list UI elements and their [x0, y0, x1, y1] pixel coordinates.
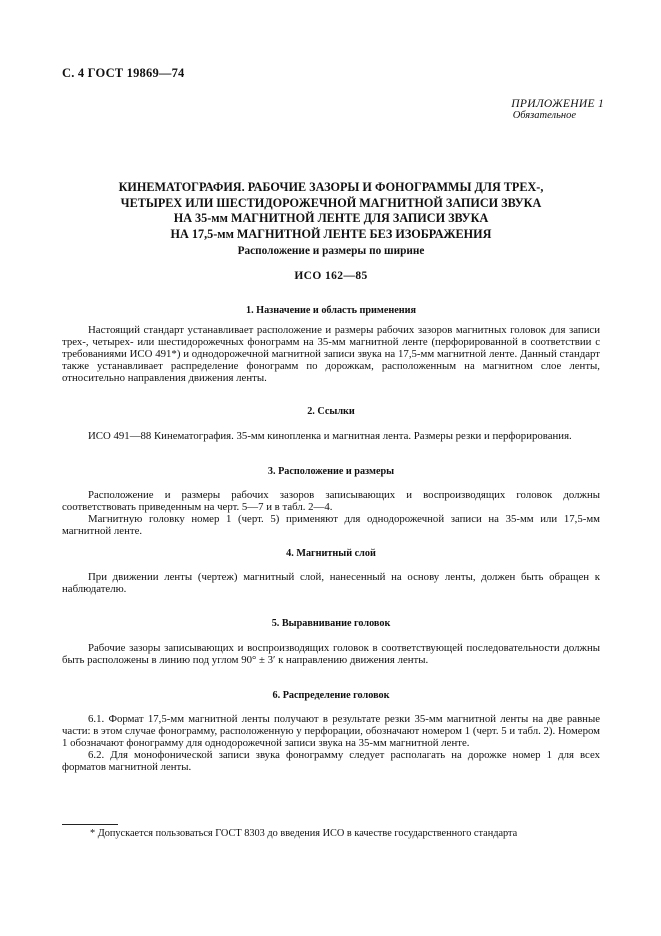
appendix-status: Обязательное: [512, 110, 576, 121]
paragraph-text: ИСО 491—88 Кинематография. 35-мм кинопленка и магнитная лента. Размеры резки и перфорирования.: [88, 430, 572, 442]
section-heading: 2. Ссылки: [307, 406, 355, 417]
section-heading: 1. Назначение и область применения: [245, 305, 417, 316]
section-paragraph: [62, 713, 600, 749]
paragraph-text: При движении ленты (чертеж) магнитный слой, нанесенный на основу ленты, должен быть обращен к наблюдателю.: [62, 571, 600, 596]
paragraph-text: 6.1. Формат 17,5-мм магнитной ленты получают в результате резки 35-мм магнитной ленты на две равные части: в этом случае фонограмму, расположенную у перфорации, обозначают номером 1 (черт. 5 и табл. 2). Номером 1 обозначают фонограмму для однодорожечной записи звука на 35-мм магнитной ленте.: [62, 713, 600, 750]
section-paragraph: [62, 513, 600, 537]
paragraph-text: Настоящий стандарт устанавливает расположение и размеры рабочих зазоров магнитных головок для записи трех-, четырех- или шестидорожечных фонограмм на 35-мм магнитной ленте (перфорированной в соответствии с требованиями ИСО 491*) и однодорожечной магнитной записи звука на 17,5-мм магнитной ленте. Данный стандарт также устанавливает распределение фонограмм по дорожкам, расположенным на магнитном слое ленты, относительно направления движения ленты.: [62, 324, 600, 385]
paragraph-text: Магнитную головку номер 1 (черт. 5) применяют для однодорожечной записи на 35-мм или 17,5-мм магнитной ленте.: [62, 513, 600, 538]
appendix-label: ПРИЛОЖЕНИЕ 1: [511, 98, 604, 110]
document-title: [62, 180, 600, 242]
page-header: С. 4 ГОСТ 19869—74: [62, 66, 185, 80]
section-paragraph: [62, 749, 600, 773]
iso-reference: ИСО 162—85: [294, 270, 368, 282]
section-heading: 3. Расположение и размеры: [267, 466, 395, 477]
title-line: НА 35-мм МАГНИТНОЙ ЛЕНТЕ ДЛЯ ЗАПИСИ ЗВУКА: [173, 211, 489, 225]
section-heading: 4. Магнитный слой: [286, 548, 376, 559]
section-paragraph: [62, 489, 600, 513]
section-heading: 5. Выравнивание головок: [271, 618, 391, 629]
appendix-label-block: [511, 99, 604, 121]
footnote: * Допускается пользоваться ГОСТ 8303 до введения ИСО в качестве государственного стандарта: [90, 828, 518, 839]
section-paragraph: [62, 642, 600, 666]
section-paragraph: [62, 430, 600, 442]
title-line: КИНЕМАТОГРАФИЯ. РАБОЧИЕ ЗАЗОРЫ И ФОНОГРАММЫ ДЛЯ ТРЕХ-,: [118, 180, 544, 194]
title-line: ЧЕТЫРЕХ ИЛИ ШЕСТИДОРОЖЕЧНОЙ МАГНИТНОЙ ЗАПИСИ ЗВУКА: [120, 195, 542, 210]
section-paragraph: [62, 324, 600, 384]
section-heading: 6. Распределение головок: [272, 690, 390, 701]
section-paragraph: [62, 571, 600, 595]
footnote-divider: [62, 824, 118, 825]
title-line: НА 17,5-мм МАГНИТНОЙ ЛЕНТЕ БЕЗ ИЗОБРАЖЕНИЯ: [170, 226, 492, 241]
document-subtitle: Расположение и размеры по ширине: [237, 245, 425, 257]
paragraph-text: 6.2. Для монофонической записи звука фонограмму следует располагать на дорожке номер 1 для всех форматов магнитной ленты.: [62, 749, 600, 774]
paragraph-text: Рабочие зазоры записывающих и воспроизводящих головок в соответствующей последовательности должны быть расположены в линию под углом 90° ± 3′ к направлению движения ленты.: [62, 642, 600, 667]
paragraph-text: Расположение и размеры рабочих зазоров записывающих и воспроизводящих головок должны соответствовать приведенным на черт. 5—7 и в табл. 2—4.: [62, 489, 600, 514]
